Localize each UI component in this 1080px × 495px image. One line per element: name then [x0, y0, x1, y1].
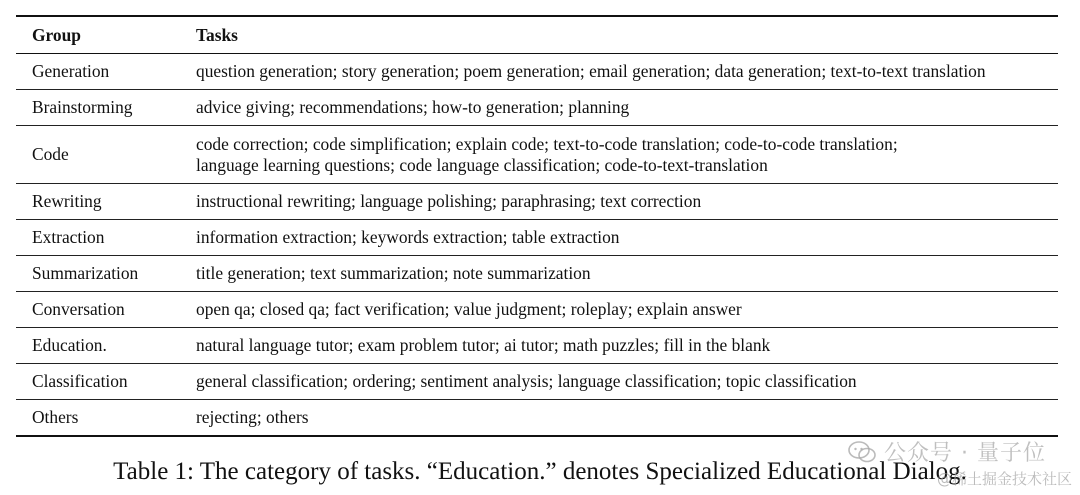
group-cell: Classification — [16, 364, 196, 400]
tasks-cell — [196, 292, 1058, 328]
tasks-cell — [196, 54, 1058, 90]
table-row — [16, 184, 1058, 220]
table-row — [16, 54, 1058, 90]
tasks-cell — [196, 256, 1058, 292]
table-row — [16, 126, 1058, 184]
table-row — [16, 328, 1058, 364]
tasks-cell — [196, 328, 1058, 364]
task-category-table-container — [16, 15, 1058, 437]
table-row — [16, 220, 1058, 256]
tasks-cell — [196, 184, 1058, 220]
tasks-line: instructional rewriting; language polishing; paraphrasing; text correction — [196, 191, 702, 211]
group-column-header: Group — [16, 16, 196, 54]
group-cell: Generation — [16, 54, 196, 90]
tasks-cell — [196, 220, 1058, 256]
wechat-icon — [848, 441, 876, 463]
group-cell: Education. — [16, 328, 196, 364]
tasks-cell — [196, 364, 1058, 400]
table-body — [16, 54, 1058, 437]
tasks-line: rejecting; others — [196, 407, 309, 427]
table-row — [16, 292, 1058, 328]
tasks-cell — [196, 400, 1058, 437]
tasks-column-header: Tasks — [196, 16, 1058, 54]
group-cell: Extraction — [16, 220, 196, 256]
table-row — [16, 400, 1058, 437]
watermark-sub-text: @稀土掘金技术社区 — [936, 470, 1072, 488]
group-cell: Others — [32, 407, 79, 427]
watermark-main-text: 公众号 · 量子位 — [884, 441, 1046, 466]
group-cell: Conversation — [16, 292, 196, 328]
task-category-table — [16, 15, 1058, 437]
tasks-line: code correction; code simplification; explain code; text-to-code translation; code-to-code translation; — [196, 133, 898, 154]
group-cell: Brainstorming — [16, 90, 196, 126]
tasks-line: information extraction; keywords extraction; table extraction — [196, 227, 620, 247]
table-row — [16, 364, 1058, 400]
table-row — [16, 256, 1058, 292]
group-cell: Code — [16, 126, 196, 184]
tasks-line: advice giving; recommendations; how-to generation; planning — [196, 97, 630, 117]
tasks-cell — [196, 90, 1058, 126]
tasks-line: question generation; story generation; poem generation; email generation; data generation; text-to-text translation — [196, 61, 986, 81]
tasks-line: language learning questions; code language classification; code-to-text-translation — [196, 154, 768, 175]
tasks-line: open qa; closed qa; fact verification; value judgment; roleplay; explain answer — [196, 299, 742, 319]
tasks-cell — [196, 126, 1058, 184]
table-caption: Table 1: The category of tasks. “Education.” denotes Specialized Educational Dialog. — [113, 458, 967, 485]
table-header-row — [16, 16, 1058, 54]
table-row — [16, 90, 1058, 126]
tasks-line: general classification; ordering; sentiment analysis; language classification; topic classification — [196, 371, 857, 391]
watermark — [848, 436, 1046, 467]
group-cell: Rewriting — [16, 184, 196, 220]
group-cell: Summarization — [16, 256, 196, 292]
tasks-line: title generation; text summarization; note summarization — [196, 263, 591, 283]
tasks-line: natural language tutor; exam problem tutor; ai tutor; math puzzles; fill in the blank — [196, 335, 771, 355]
